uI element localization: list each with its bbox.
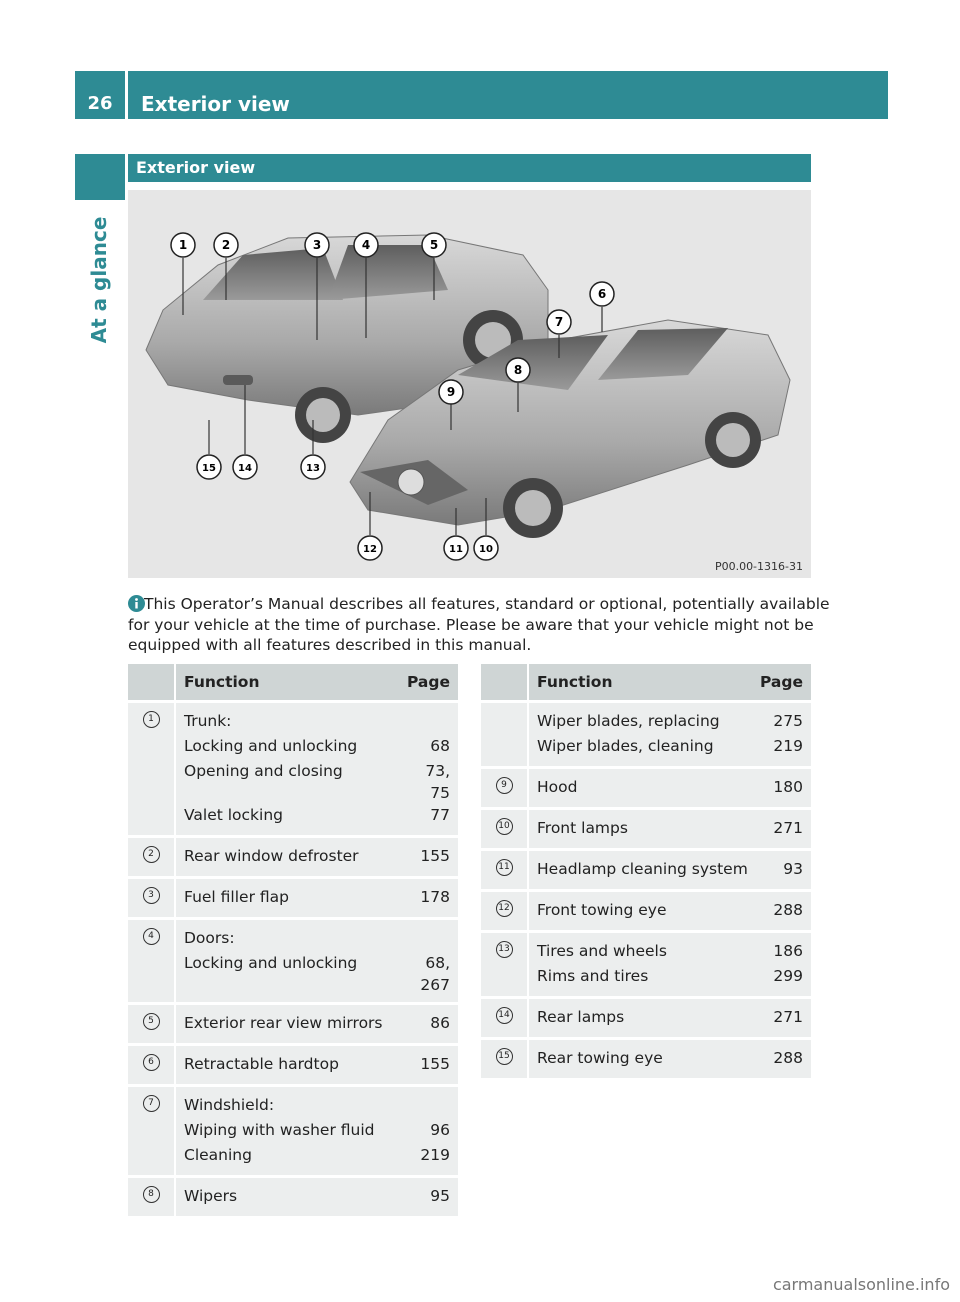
page-reference: 93 xyxy=(783,860,803,878)
table-row xyxy=(128,1178,458,1219)
callout-11 xyxy=(444,536,468,560)
car-exterior-illustration xyxy=(128,190,811,578)
callout-8 xyxy=(506,358,530,382)
info-note-line: This Operator’s Manual describes all features, standard or optional, potentially available xyxy=(144,595,830,613)
callout-number-cell xyxy=(128,1005,176,1046)
page-reference: 180 xyxy=(773,778,803,796)
function-text: Doors: xyxy=(184,929,235,947)
table-row xyxy=(128,920,458,1005)
page-reference: 68 xyxy=(430,737,450,755)
function-cell xyxy=(176,703,458,838)
info-note xyxy=(128,594,830,656)
function-cell xyxy=(529,769,811,810)
function-line xyxy=(184,710,450,735)
callout-12 xyxy=(358,536,382,560)
function-page-header xyxy=(529,664,811,703)
function-line xyxy=(184,735,450,760)
callout-number-icon: 3 xyxy=(143,887,160,904)
function-cell xyxy=(176,1005,458,1046)
table-header-row xyxy=(481,664,811,703)
figure-code: P00.00-1316-31 xyxy=(714,560,803,573)
page-reference: 288 xyxy=(773,1049,803,1067)
svg-text:2: 2 xyxy=(221,238,231,252)
function-line xyxy=(184,952,450,996)
function-line xyxy=(537,817,803,842)
callout-number-icon: 6 xyxy=(143,1054,160,1071)
callout-number-icon: 8 xyxy=(143,1186,160,1203)
callout-number-cell xyxy=(481,999,529,1040)
table-row xyxy=(481,933,811,999)
svg-text:1: 1 xyxy=(178,238,188,252)
function-cell xyxy=(176,1046,458,1087)
function-cell xyxy=(529,1040,811,1081)
section-title: Exterior view xyxy=(128,154,811,182)
function-line xyxy=(184,1144,450,1169)
function-line xyxy=(537,1006,803,1031)
function-text: Rims and tires xyxy=(537,967,649,985)
svg-text:6: 6 xyxy=(597,287,607,301)
function-line xyxy=(184,1119,450,1144)
function-text: Valet locking xyxy=(184,806,284,824)
page-reference: 96 xyxy=(430,1121,450,1139)
function-cell xyxy=(529,703,811,769)
callout-number-cell xyxy=(128,1046,176,1087)
callout-number-icon: 7 xyxy=(143,1095,160,1112)
col-page-header: Page xyxy=(406,673,450,691)
svg-text:15: 15 xyxy=(202,463,216,474)
function-text: Front towing eye xyxy=(537,901,667,919)
watermark-text: carmanualsonline.info xyxy=(772,1275,950,1294)
svg-text:8: 8 xyxy=(513,363,523,377)
callout-10 xyxy=(474,536,498,560)
table-row xyxy=(481,703,811,769)
callout-number-icon: 13 xyxy=(496,941,513,958)
col-function-header: Function xyxy=(537,673,613,691)
function-text: Hood xyxy=(537,778,578,796)
function-cell xyxy=(529,999,811,1040)
callout-number-icon: 11 xyxy=(496,859,513,876)
function-page-header xyxy=(176,664,458,703)
function-line xyxy=(184,886,450,911)
svg-text:10: 10 xyxy=(479,544,493,555)
callout-number-icon: 1 xyxy=(143,711,160,728)
callout-4 xyxy=(354,233,378,257)
icon-column-header xyxy=(481,664,529,703)
svg-text:3: 3 xyxy=(312,238,322,252)
callout-3 xyxy=(305,233,329,257)
callout-number-icon: 15 xyxy=(496,1048,513,1065)
function-cell xyxy=(176,879,458,920)
page-reference: 219 xyxy=(773,737,803,755)
callout-number-icon: 2 xyxy=(143,846,160,863)
table-row xyxy=(481,810,811,851)
function-line xyxy=(537,1047,803,1072)
function-cell xyxy=(176,1087,458,1178)
svg-text:11: 11 xyxy=(449,544,463,555)
function-line xyxy=(537,710,803,735)
svg-text:14: 14 xyxy=(238,463,252,474)
col-page-header: Page xyxy=(759,673,803,691)
callout-13 xyxy=(301,455,325,479)
page-reference: 178 xyxy=(420,888,450,906)
callout-9 xyxy=(439,380,463,404)
function-text: Headlamp cleaning system xyxy=(537,860,748,878)
function-line xyxy=(537,965,803,990)
svg-text:9: 9 xyxy=(446,385,456,399)
table-row xyxy=(128,1046,458,1087)
function-text: Wiper blades, replacing xyxy=(537,712,720,730)
callout-number-cell xyxy=(481,892,529,933)
icon-column-header xyxy=(128,664,176,703)
callout-number-cell xyxy=(481,810,529,851)
callout-number-icon: 4 xyxy=(143,928,160,945)
table-row xyxy=(481,769,811,810)
function-line xyxy=(184,845,450,870)
function-cell xyxy=(176,920,458,1005)
function-line xyxy=(184,1185,450,1210)
function-line xyxy=(184,927,450,952)
callout-14 xyxy=(233,455,257,479)
function-line xyxy=(537,858,803,883)
callout-number-cell xyxy=(481,851,529,892)
callout-7 xyxy=(547,310,571,334)
function-text: Locking and unlocking xyxy=(184,737,358,755)
function-text: Front lamps xyxy=(537,819,628,837)
callout-number-icon: 5 xyxy=(143,1013,160,1030)
callout-number-cell xyxy=(128,838,176,879)
info-note-line: for your vehicle at the time of purchase. Please be aware that your vehicle might not be xyxy=(128,615,814,634)
function-text: Wiper blades, cleaning xyxy=(537,737,714,755)
svg-text:13: 13 xyxy=(306,463,320,474)
callout-number-cell xyxy=(481,703,529,769)
page-reference: 271 xyxy=(773,1008,803,1026)
callout-number-icon: 12 xyxy=(496,900,513,917)
function-line xyxy=(537,940,803,965)
function-text: Windshield: xyxy=(184,1096,275,1114)
table-row xyxy=(481,1040,811,1081)
function-text: Trunk: xyxy=(184,712,232,730)
page-reference: 155 xyxy=(420,847,450,865)
table-row xyxy=(481,892,811,933)
function-cell xyxy=(529,933,811,999)
callout-6 xyxy=(590,282,614,306)
function-cell xyxy=(176,1178,458,1219)
page-reference: 68, 267 xyxy=(420,954,450,994)
function-text: Rear towing eye xyxy=(537,1049,663,1067)
function-line xyxy=(537,899,803,924)
function-cell xyxy=(529,892,811,933)
page-reference: 155 xyxy=(420,1055,450,1073)
function-line xyxy=(184,1012,450,1037)
callout-number-cell xyxy=(128,879,176,920)
side-tab-label: At a glance xyxy=(87,216,111,344)
info-note-line: equipped with all features described in this manual. xyxy=(128,636,532,654)
callout-number-cell xyxy=(481,1040,529,1081)
table-row xyxy=(128,879,458,920)
page-reference: 73, 75 xyxy=(425,762,450,802)
function-text: Rear window defroster xyxy=(184,847,359,865)
function-line xyxy=(184,760,450,804)
page-reference: 275 xyxy=(773,712,803,730)
function-text: Exterior rear view mirrors xyxy=(184,1014,383,1032)
page-header-title: Exterior view xyxy=(141,92,290,116)
function-table-right xyxy=(481,664,811,1081)
function-line xyxy=(184,804,450,829)
table-row xyxy=(128,703,458,838)
function-text: Cleaning xyxy=(184,1146,252,1164)
function-cell xyxy=(176,838,458,879)
callout-number-icon: 14 xyxy=(496,1007,513,1024)
page-reference: 86 xyxy=(430,1014,450,1032)
svg-text:12: 12 xyxy=(363,544,377,555)
callout-number-cell xyxy=(128,1178,176,1219)
function-text: Wiping with washer fluid xyxy=(184,1121,375,1139)
info-icon xyxy=(128,595,145,612)
callout-number-icon: 9 xyxy=(496,777,513,794)
side-tab-marker xyxy=(75,154,125,200)
table-row xyxy=(481,851,811,892)
page-reference: 299 xyxy=(773,967,803,985)
callout-1 xyxy=(171,233,195,257)
callout-15 xyxy=(197,455,221,479)
callout-number-cell xyxy=(481,769,529,810)
table-row xyxy=(128,838,458,879)
page-reference: 219 xyxy=(420,1146,450,1164)
function-text: Tires and wheels xyxy=(537,942,667,960)
callout-number-cell xyxy=(481,933,529,999)
function-text: Locking and unlocking xyxy=(184,954,358,972)
callout-number-icon: 10 xyxy=(496,818,513,835)
function-table-left xyxy=(128,664,458,1219)
function-cell xyxy=(529,851,811,892)
function-line xyxy=(184,1053,450,1078)
table-header-row xyxy=(128,664,458,703)
function-cell xyxy=(529,810,811,851)
function-text: Wipers xyxy=(184,1187,238,1205)
svg-text:5: 5 xyxy=(429,238,439,252)
function-text: Rear lamps xyxy=(537,1008,625,1026)
callout-number-cell xyxy=(128,920,176,1005)
svg-text:7: 7 xyxy=(554,315,564,329)
function-line xyxy=(537,776,803,801)
page-reference: 288 xyxy=(773,901,803,919)
function-line xyxy=(537,735,803,760)
callout-2 xyxy=(214,233,238,257)
page-reference: 271 xyxy=(773,819,803,837)
table-row xyxy=(481,999,811,1040)
col-function-header: Function xyxy=(184,673,260,691)
table-row xyxy=(128,1087,458,1178)
callout-5 xyxy=(422,233,446,257)
page-number: 26 xyxy=(87,93,113,114)
function-text: Retractable hardtop xyxy=(184,1055,339,1073)
header-divider xyxy=(125,71,128,119)
function-line xyxy=(184,1094,450,1119)
callout-number-cell xyxy=(128,703,176,838)
function-text: Opening and closing xyxy=(184,762,343,780)
svg-text:4: 4 xyxy=(361,238,371,252)
page-reference: 77 xyxy=(430,806,450,824)
side-tab xyxy=(75,200,125,360)
function-text: Fuel filler flap xyxy=(184,888,289,906)
page-reference: 95 xyxy=(430,1187,450,1205)
page-reference: 186 xyxy=(773,942,803,960)
table-row xyxy=(128,1005,458,1046)
callout-number-cell xyxy=(128,1087,176,1178)
